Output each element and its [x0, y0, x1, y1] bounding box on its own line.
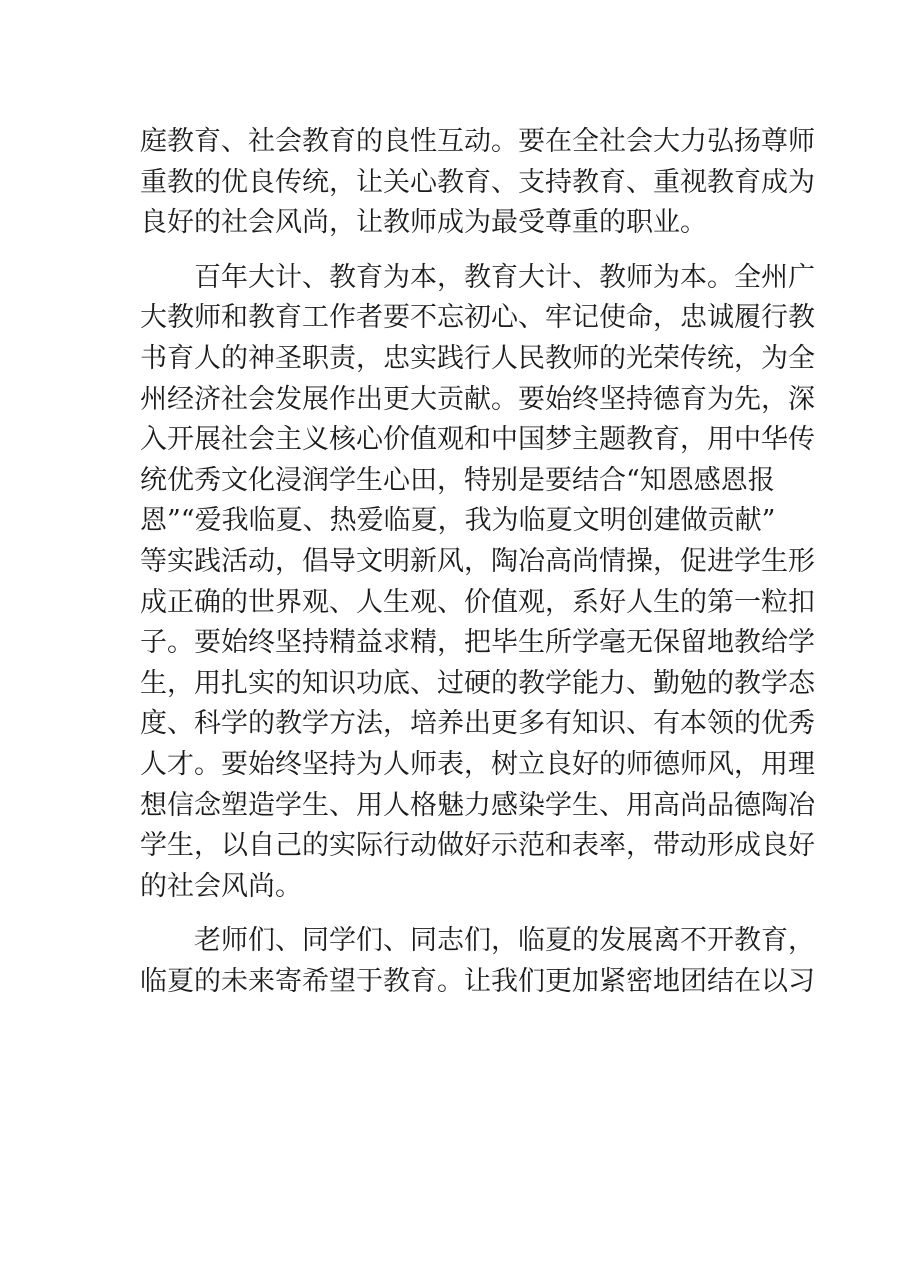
text-line: 统优秀文化浸润学生心田，特别是要结合“知恩感恩报 [140, 464, 775, 496]
text-line: 老师们、同学们、同志们，临夏的发展离不开教育， [194, 925, 815, 957]
text-line: 等实践活动，倡导文明新风，陶冶高尚情操，促进学生形 [140, 545, 815, 577]
text-line: 生，用扎实的知识功底、过硬的教学能力、勤勉的教学态 [140, 667, 815, 699]
text-line: 重教的优良传统，让关心教育、支持教育、重视教育成为 [140, 166, 815, 198]
text-line: 人才。要始终坚持为人师表，树立良好的师德师风，用理 [140, 748, 815, 780]
paragraph-1 [140, 122, 815, 244]
text-line: 书育人的神圣职责，忠实践行人民教师的光荣传统，为全 [140, 342, 815, 374]
paragraph-3 [140, 921, 815, 1002]
text-line: 入开展社会主义核心价值观和中国梦主题教育，用中华传 [140, 424, 815, 456]
text-line: 大教师和教育工作者要不忘初心、牢记使命，忠诚履行教 [140, 302, 815, 334]
text-line: 度、科学的教学方法，培养出更多有知识、有本领的优秀 [140, 708, 815, 740]
text-line: 良好的社会风尚，让教师成为最受尊重的职业。 [140, 207, 707, 239]
text-line: 的社会风尚。 [140, 870, 302, 902]
text-line: 成正确的世界观、人生观、价值观，系好人生的第一粒扣 [140, 586, 815, 618]
paragraph-2 [140, 258, 815, 908]
text-line: 想信念塑造学生、用人格魅力感染学生、用高尚品德陶冶 [140, 789, 815, 821]
text-line: 学生，以自己的实际行动做好示范和表率，带动形成良好 [140, 830, 815, 862]
text-line: 子。要始终坚持精益求精，把毕生所学毫无保留地教给学 [140, 627, 815, 659]
text-line: 百年大计、教育为本，教育大计、教师为本。全州广 [194, 261, 815, 293]
document-body [140, 122, 815, 1002]
text-line: 庭教育、社会教育的良性互动。要在全社会大力弘扬尊师 [140, 126, 815, 157]
text-line: 恩”“爱我临夏、热爱临夏，我为临夏文明创建做贡献” [140, 505, 776, 537]
text-line: 临夏的未来寄希望于教育。让我们更加紧密地团结在以习 [140, 965, 815, 997]
text-line: 州经济社会发展作出更大贡献。要始终坚持德育为先，深 [140, 383, 815, 415]
